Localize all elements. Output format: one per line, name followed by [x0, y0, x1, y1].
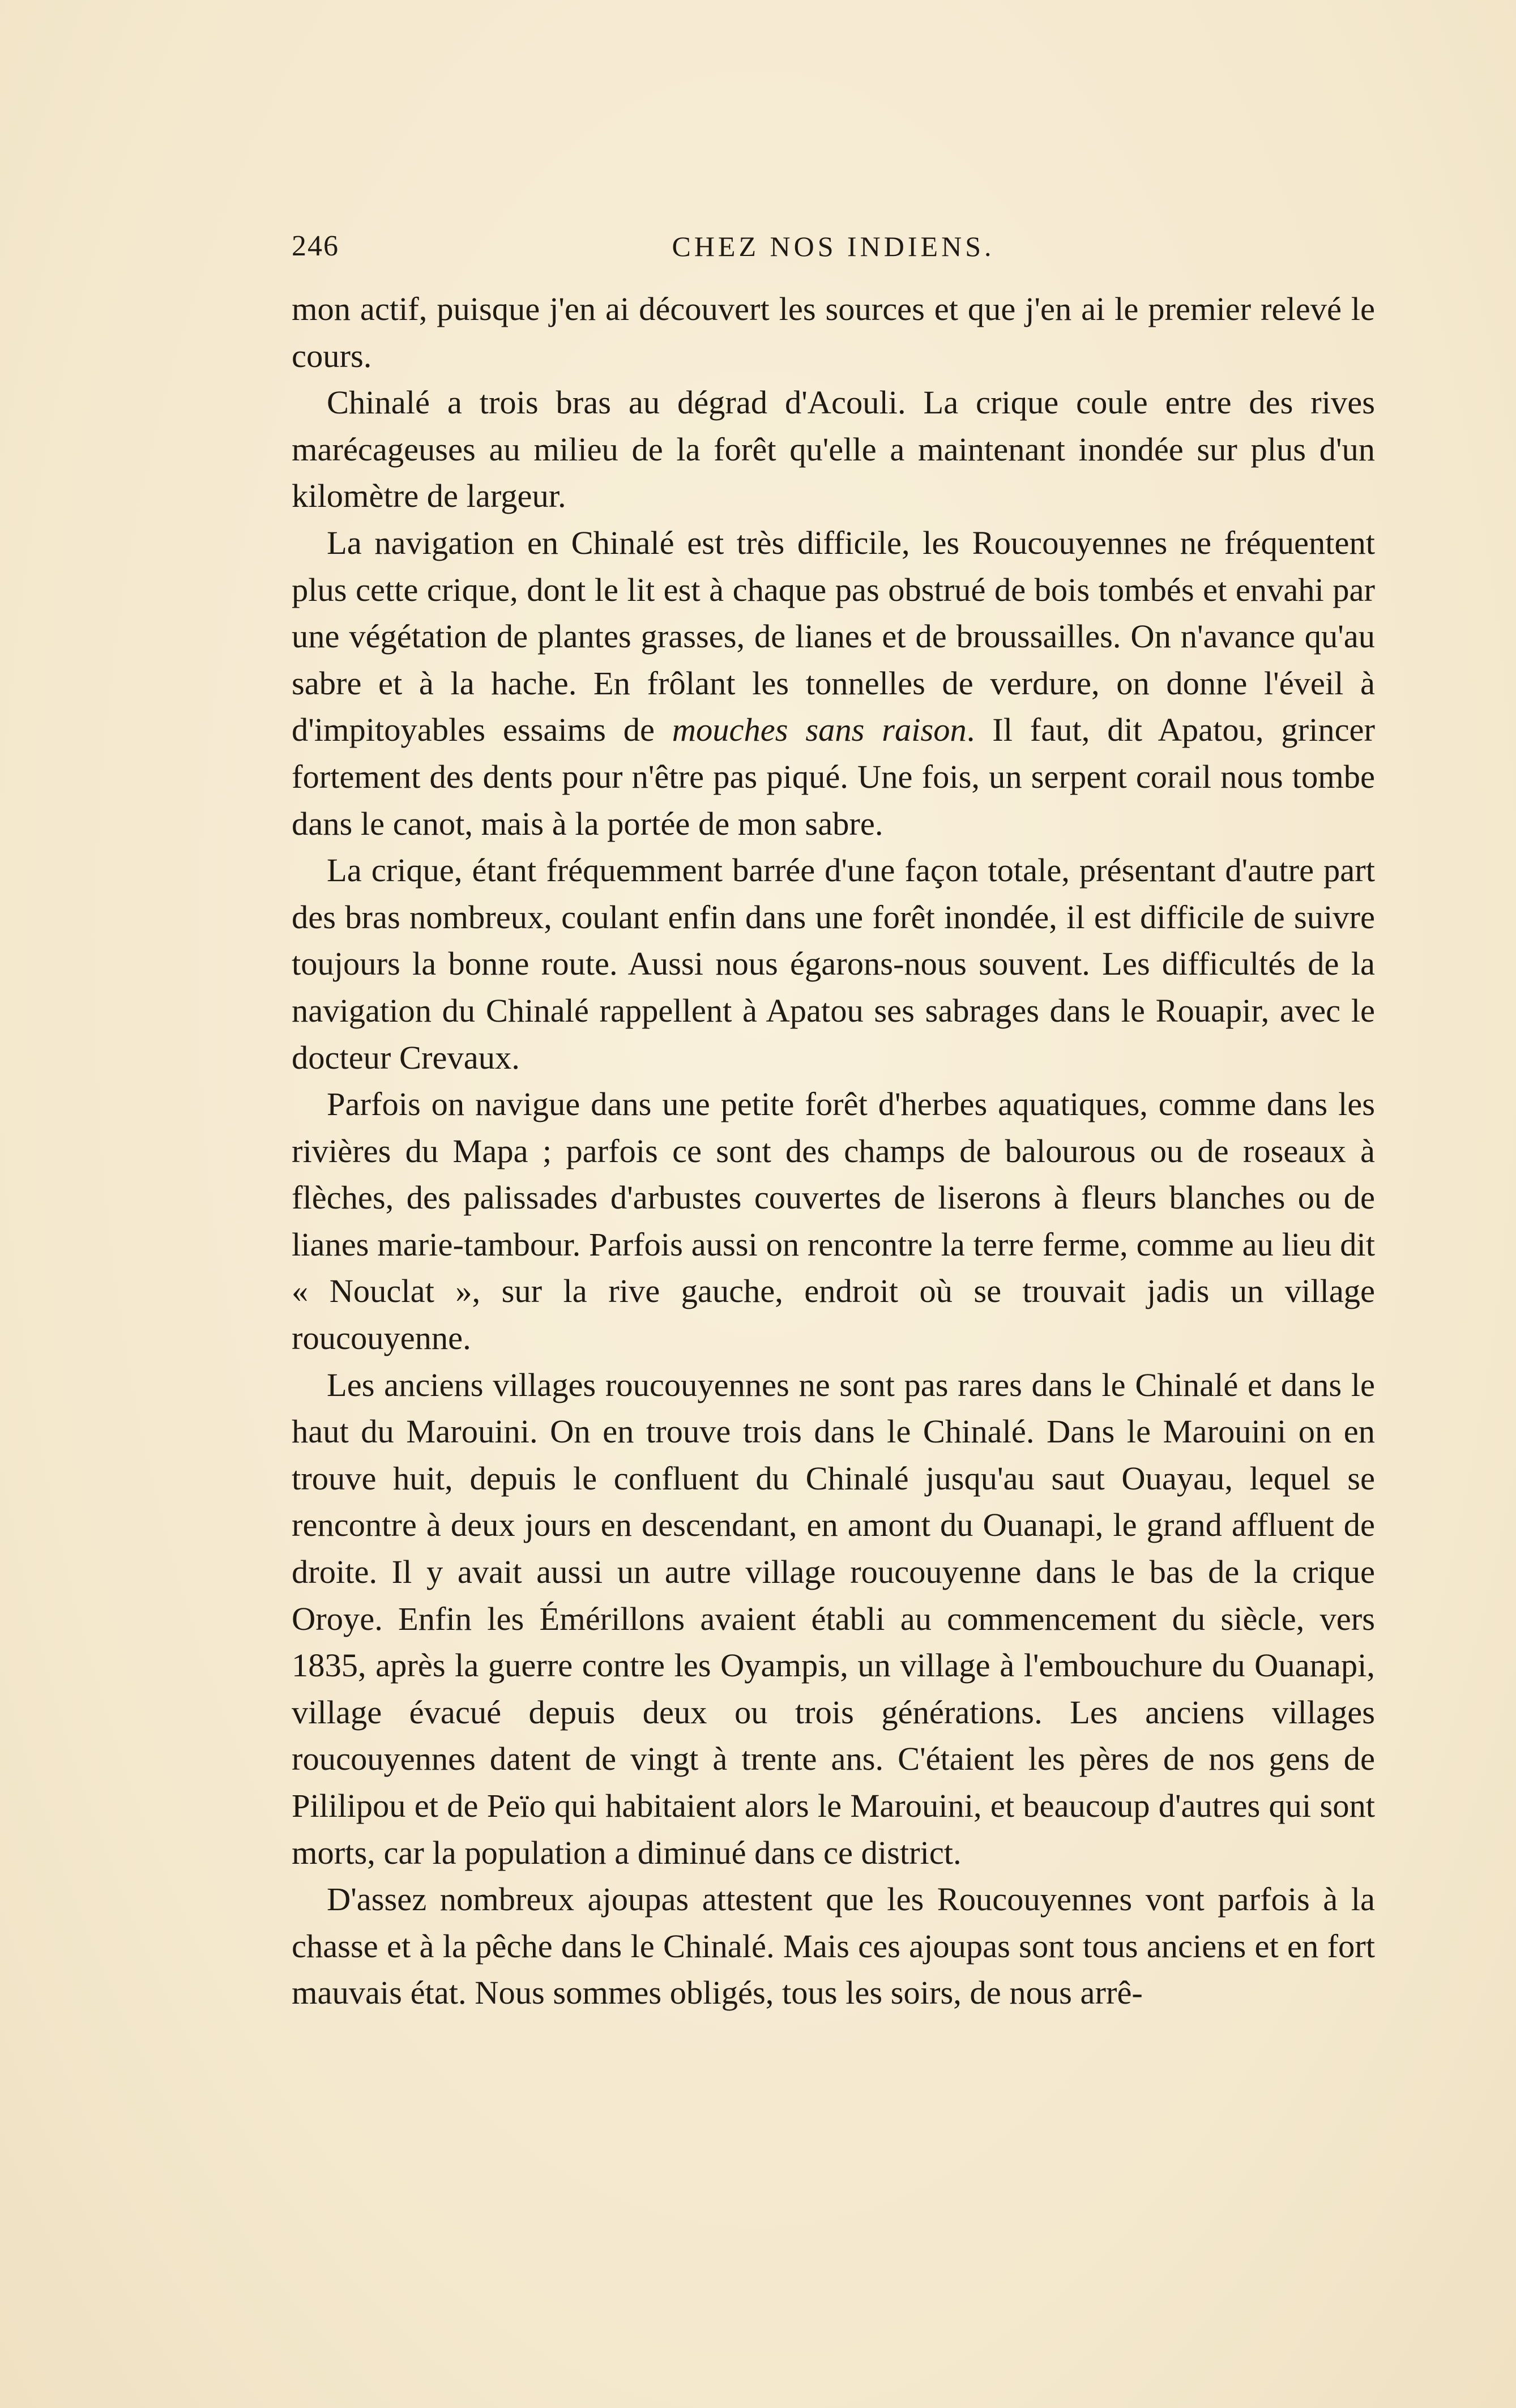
paragraph-5: Parfois on navigue dans une petite forêt d'herbes aquatiques, comme dans les rivières du Mapa ; parfois ce sont des champs de balourous ou de roseaux à flèches, des palissades d'arbustes couvertes de liserons à fleurs blanches ou de lianes marie-tambour. Parfois aussi on rencontre la terre ferme, comme au lieu dit « Nouclat », sur la rive gauche, endroit où se trouvait jadis un village roucouyenne.: [292, 1086, 1375, 1357]
running-title: CHEZ NOS INDIENS.: [672, 230, 995, 262]
paragraph-7: D'assez nombreux ajoupas attestent que les Roucouyennes vont parfois à la chasse et à la pêche dans le Chinalé. Mais ces ajoupas sont tous anciens et en fort mauvais état. Nous sommes obligés, tous les soirs, de nous arrê-: [292, 1881, 1375, 2012]
page-header: [292, 227, 1375, 266]
paragraph-4: La crique, étant fréquemment barrée d'une façon totale, présentant d'autre part des bras nombreux, coulant enfin dans une forêt inondée, il est difficile de suivre toujours la bonne route. Aussi nous égarons-nous souvent. Les difficultés de la navigation du Chinalé rappellent à Apatou ses sabrages dans le Rouapir, avec le docteur Crevaux.: [292, 852, 1375, 1076]
page-number: 246: [292, 230, 339, 262]
paragraph-3-text-after: . Il faut, dit Apatou, grincer fortement des dents pour n'être pas piqué. Une fois, un serpent corail nous tombe dans le canot, mais à la portée de mon sabre.: [292, 711, 1376, 842]
paragraph-2: Chinalé a trois bras au dégrad d'Acouli. La crique coule entre des rives marécageuses au milieu de la forêt qu'elle a maintenant inondée sur plus d'un kilomètre de largeur.: [292, 384, 1375, 515]
paragraph-3-text-before: La navigation en Chinalé est très difficile, les Roucouyennes ne fréquentent plus cette crique, dont le lit est à chaque pas obstrué de bois tombés et envahi par une végétation de plantes grasses, de lianes et de broussailles. On n'avance qu'au sabre et à la hache. En frôlant les tonnelles de verdure, on donne l'éveil à d'impitoyables essaims de: [292, 524, 1375, 749]
paragraph-6: Les anciens villages roucouyennes ne sont pas rares dans le Chinalé et dans le haut du Marouini. On en trouve trois dans le Chinalé. Dans le Marouini on en trouve huit, depuis le confluent du Chinalé jusqu'au saut Ouayau, lequel se rencontre à deux jours en descendant, en amont du Ouanapi, le grand affluent de droite. Il y avait aussi un autre village roucouyenne dans le bas de la crique Oroye. Enfin les Émérillons avaient établi au commencement du siècle, vers 1835, après la guerre contre les Oyampis, un village à l'embouchure du Ouanapi, village évacué depuis deux ou trois générations. Les anciens villages roucouyennes datent de vingt à trente ans. C'étaient les pères de nos gens de Pililipou et de Peïo qui habitaient alors le Marouini, et beaucoup d'autres qui sont morts, car la population a diminué dans ce district.: [292, 1366, 1375, 1871]
body-text: [292, 286, 1375, 2017]
paragraph-1: mon actif, puisque j'en ai découvert les sources et que j'en ai le premier relevé le cours.: [292, 291, 1375, 374]
paragraph-3: [292, 520, 1375, 847]
italic-phrase: mouches sans raison: [672, 711, 967, 749]
